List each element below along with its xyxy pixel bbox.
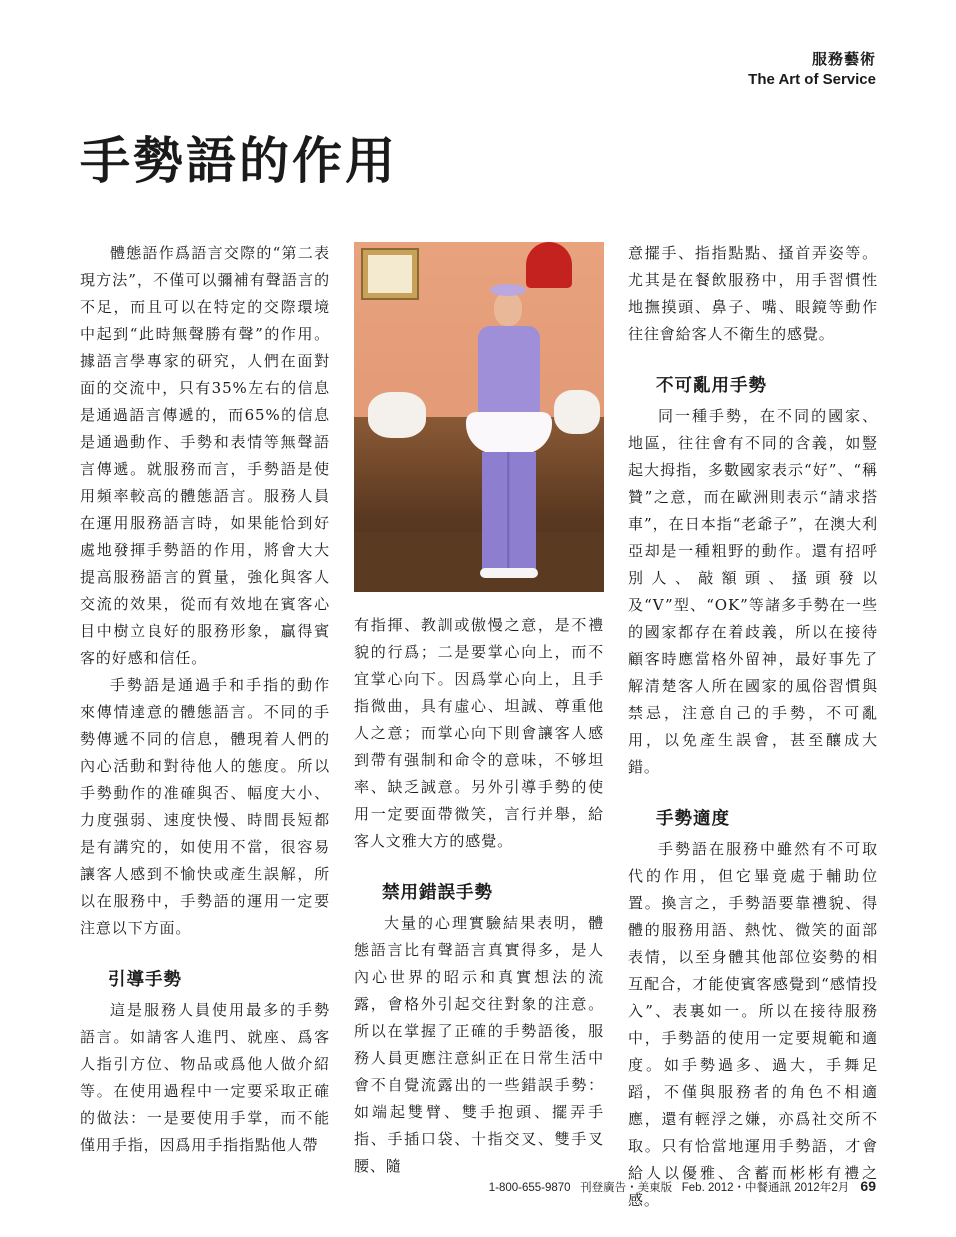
shoes [480,568,538,578]
section-heading-moderation: 手勢適度 [656,808,730,828]
article-column-3 [628,240,878,1214]
footer-ad: 刊登廣告・美東版 [580,1182,673,1194]
page-footer [489,1178,876,1195]
floor [354,532,604,592]
paragraph: 手勢語是通過手和手指的動作來傳情達意的體態語言。不同的手勢傳遞不同的信息，體現着人們的內心活動和對待他人的態度。所以手勢動作的准確與否、幅度大小、力度强弱、速度快慢、時間長短都是有講究的，如使用不當，很容易讓客人感到不愉快或產生誤解，所以在服務中，手勢語的運用一定要注意以下方面。 [80,676,330,937]
uniform-apron [466,412,552,454]
article-title: 手勢語的作用 [80,131,398,190]
paragraph: 大量的心理實驗結果表明，體態語言比有聲語言真實得多，是人內心世界的昭示和真實想法的流露，會格外引起交往對象的注意。所以在掌握了正確的手勢語後，服務人員更應注意糾正在日常生活中會不自覺流露出的一些錯誤手勢：如端起雙臂、雙手抱頭、擺弄手指、手插口袋、十指交叉、雙手叉腰、隨 [354,914,604,1175]
section-heading-forbidden-gestures: 禁用錯誤手勢 [382,882,493,902]
section-title-en: The Art of Service [748,71,876,88]
footer-phone: 1-800-655-9870 [488,1182,571,1194]
uniform-pants [482,452,536,570]
section-header [748,50,876,90]
article-column-1 [80,240,330,1159]
pillow [554,390,600,434]
paragraph: 有指揮、教訓或傲慢之意，是不禮貌的行爲；二是要掌心向上，而不宜掌心向下。因爲掌心向上，且手指微曲，具有虛心、坦誠、尊重他人之意；而掌心向下則會讓客人感到帶有强制和命令的意味，不够坦率、缺乏誠意。另外引導手勢的使用一定要面帶微笑，言行并舉，給客人文雅大方的感覺。 [354,616,604,850]
paragraph: 意擺手、指指點點、搔首弄姿等。尤其是在餐飲服務中，用手習慣性地撫摸頭、鼻子、嘴、眼鏡等動作往往會給客人不衛生的感覺。 [628,244,878,343]
page-number: 69 [860,1178,876,1194]
waitress-photo [354,242,604,592]
wall-poster-frame [361,248,419,300]
paragraph: 體態語作爲語言交際的“第二表現方法”，不僅可以彌補有聲語言的不足，而且可以在特定的交際環境中起到“此時無聲勝有聲”的作用。據語言學專家的研究，人們在面對面的交流中，只有35%左右的信息是通過語言傳遞的，而65%的信息是通過動作、手勢和表情等無聲語言傳遞。就服務而言，手勢語是使用頻率較高的體態語言。服務人員在運用服務語言時，如果能恰到好處地發揮手勢語的作用，將會大大提高服務語言的質量，強化與客人交流的效果，從而有效地在賓客心目中樹立良好的服務形象，贏得賓客的好感和信任。 [80,244,330,667]
waitress-head [494,292,522,326]
section-title-zh: 服務藝術 [811,51,876,68]
paragraph: 這是服務人員使用最多的手勢語言。如請客人進門、就座、爲客人指引方位、物品或爲他人做介紹等。在使用過程中一定要采取正確的做法：一是要使用手掌，而不能僅用手指，因爲用手指指點他人帶 [80,1001,330,1154]
article-column-2 [354,612,604,1180]
paragraph: 同一種手勢，在不同的國家、地區，往往會有不同的含義，如豎起大拇指，多數國家表示“好”、“稱贊”之意，而在歐洲則表示“請求搭車”，在日本指“老爺子”，在澳大利亞却是一種粗野的動作。還有招呼別人、敲額頭、搔頭發以及“V”型、“OK”等諸多手勢在一些的國家都存在着歧義，所以在接待顧客時應當格外留神，最好事先了解清楚客人所在國家的風俗習慣與禁忌，注意自己的手勢，不可亂用，以免產生誤會，甚至釀成大錯。 [628,407,878,776]
section-heading-no-misuse: 不可亂用手勢 [656,375,767,395]
pillow [368,392,426,438]
paragraph: 手勢語在服務中雖然有不可取代的作用，但它畢竟處于輔助位置。換言之，手勢語要靠禮貌、得體的服務用語、熱忱、微笑的面部表情，以至身體其他部位姿勢的相互配合，才能使賓客感覺到“感情投入”、表裏如一。所以在接待服務中，手勢語的使用一定要規範和適度。如手勢過多、過大，手舞足蹈，不僅與服務者的角色不相適應，還有輕浮之嫌，亦爲社交所不取。只有恰當地運用手勢語，才會給人以優雅、含蓄而彬彬有禮之感。 [628,840,878,1209]
section-heading-guiding-gestures: 引導手勢 [108,969,182,989]
uniform-cap [490,284,526,296]
footer-issue: Feb. 2012・中餐通訊 2012年2月 [681,1182,850,1194]
red-lamp [526,242,572,288]
